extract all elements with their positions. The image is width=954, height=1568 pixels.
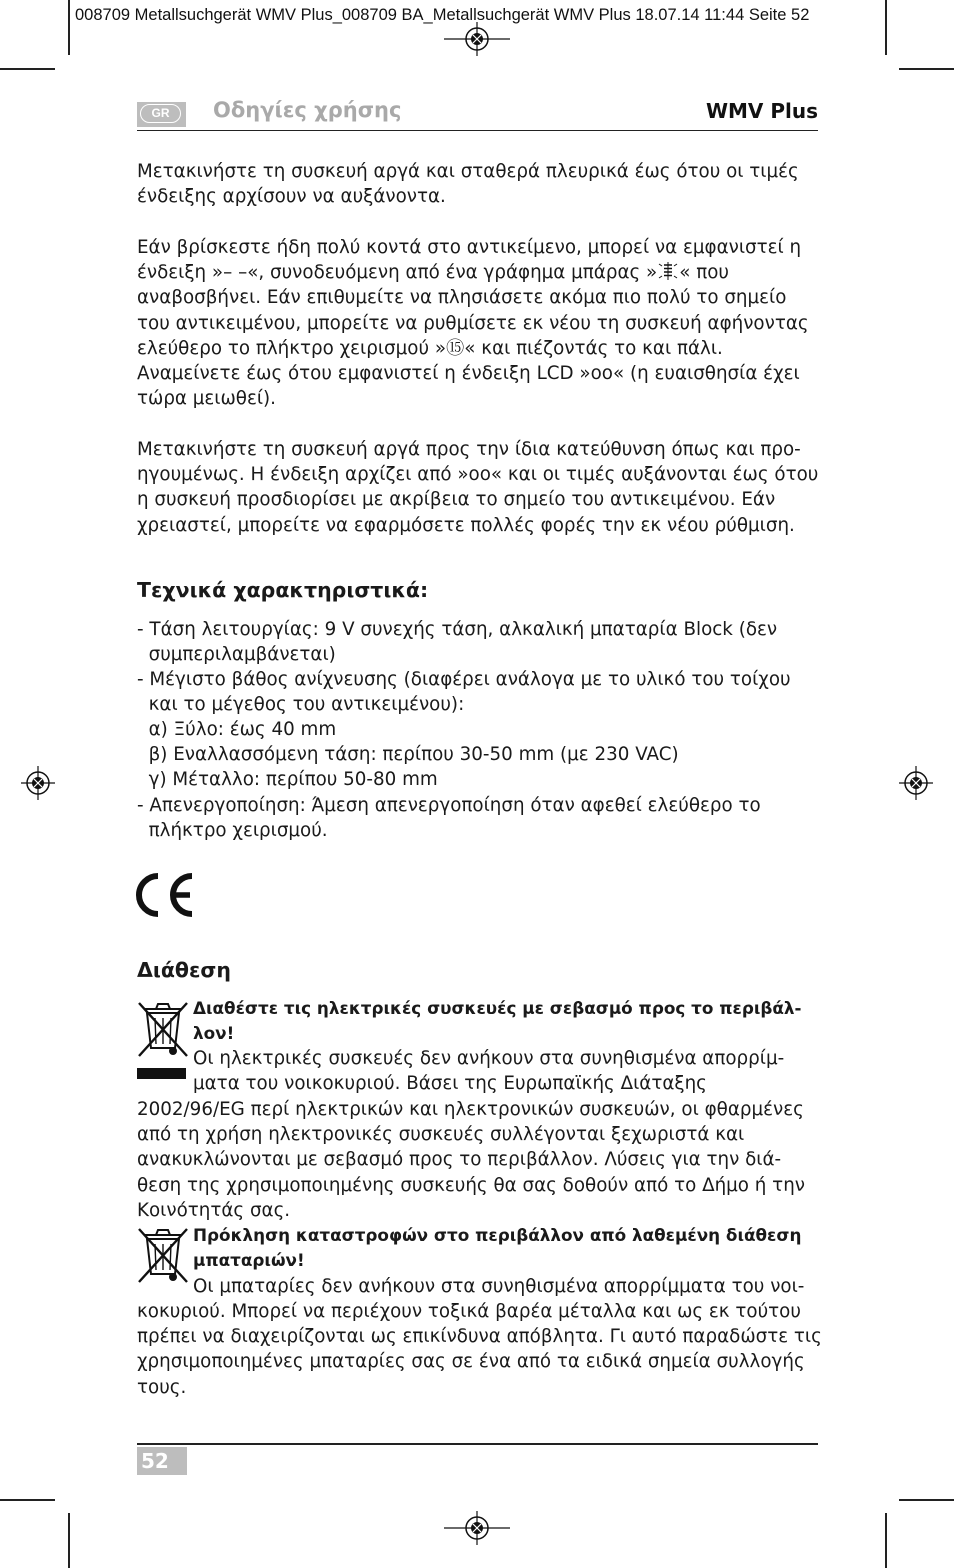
devices-text: Οι ηλεκτρικές συσκευές δεν ανήκουν στα συνηθισμένα απορρίμ- [193,1048,785,1069]
crop-mark [885,1513,887,1568]
registration-mark-icon [444,22,510,56]
paragraph-1: Μετακινήστε τη συσκευή αργά και σταθερά πλευρικά έως ότου οι τιμές ένδειξης αρχίσουν να αυξάνοντα. [137,161,799,208]
spec-line: α) Ξύλο: έως 40 mm [137,719,337,740]
page-number: 52 [137,1447,187,1475]
registration-mark-icon [899,766,933,800]
manual-title: Οδηγίες χρήσης [213,98,402,122]
crossed-out-bin-icon [137,1000,189,1082]
crop-mark [0,68,55,70]
ce-mark-icon [134,872,198,918]
crop-mark [885,0,887,55]
paragraph-2-text-b: « που αναβοσβήνει. Εάν επιθυμείτε να πλησιάσετε ακόμα πιο πολύ το σημείο του αντικειμένου, μπορείτε να ρυθμίσετε εκ νέου τη συσκευή αφήνοντας ελεύθερο το πλήκτρο χειρισμού »⑮« και πιέζοντάς το και πάλι. Αναμείνετε έως ότου εμφανιστεί η ένδειξη LCD »oo« (η ευαισθησία έχει τώρα μειωθεί). [137,262,809,410]
spec-line: - Απενεργοποίηση: Άμεση απενεργοποίηση όταν αφεθεί ελεύθερο το [137,795,761,816]
footer-rule [137,1443,818,1445]
bar-graph-icon [658,261,678,281]
paragraph-3: Μετακινήστε τη συσκευή αργά προς την ίδια κατεύθυνση όπως και προ- ηγουμένως. Η ένδειξη αρχίζει από »oo« και οι τιμές αυξάνονται έως ότου η συσκευή προσδιορίσει με ακρίβεια το σημείο του αντικειμένου. Εάν χρειαστεί, μπορείτε να εφαρμόσετε πολλές φορές την εκ νέου ρύθμιση. [137,439,819,536]
battery-warning-title: Πρόκληση καταστροφών στο περιβάλλον από λαθεμένη διάθεση [193,1225,802,1245]
paragraph-2 [137,235,827,411]
crop-mark [68,1513,70,1568]
spec-line: - Τάση λειτουργίας: 9 V συνεχής τάση, αλκαλική μπαταρία Block (δεν [137,619,778,640]
spec-line: β) Εναλλασσόμενη τάση: περίπου 30-50 mm (με 230 VAC) [137,744,679,765]
battery-warning-title: μπαταριών! [193,1250,305,1270]
disposal-heading: Διάθεση [137,958,231,982]
specs-heading: Τεχνικά χαρακτηριστικά: [137,578,429,602]
devices-warning-title: Διαθέστε τις ηλεκτρικές συσκευές με σεβασμό προς το περιβάλ- [193,998,802,1018]
language-tab [137,102,186,127]
devices-warning-title: λον! [193,1023,235,1043]
battery-text: Οι μπαταρίες δεν ανήκουν στα συνηθισμένα απορρίμματα του νοι- [193,1276,805,1297]
paragraph-2-text-a: Εάν βρίσκεστε ήδη πολύ κοντά στο αντικείμενο, μπορεί να εμφανιστεί η ένδειξη »– –«, συνοδευόμενη από ένα γράφημα μπάρας » [137,237,802,284]
battery-text: κοκυριού. Μπορεί να περιέχουν τοξικά βαρέα μέταλλα και ως εκ τούτου πρέπει να διαχειρίζονται ως επικίνδυνα απόβλητα. Γι αυτό παραδώστε τις χρησιμοποιημένες μπαταρίες σας σε ένα από τα ειδικά σημεία συλλογής τους. [137,1301,822,1398]
spec-line: γ) Μέταλλο: περίπου 50-80 mm [137,769,438,790]
spec-line: - Μέγιστο βάθος ανίχνευσης (διαφέρει ανάλογα με το υλικό του τοίχου [137,669,791,690]
devices-text: 2002/96/EG περί ηλεκτρικών και ηλεκτρονικών συσκευών, οι φθαρμένες από τη χρήση ηλεκτρονικές συσκευές συλλέγονται ξεχωριστά και ανακυκλώνονται με σεβασμό προς το περιβάλλον. Λύσεις για την διά- θεση της χρησιμοποιημένης συσκευής θα σας δοθούν από το Δήμο ή την Κοινότητάς σας. [137,1099,805,1221]
crop-mark [899,68,954,70]
spec-line: πλήκτρο χειρισμού. [137,820,328,841]
spec-line: και το μέγεθος του αντικειμένου): [137,694,465,715]
devices-text: ματα του νοικοκυριού. Βάσει της Ευρωπαϊκής Διάταξης [193,1073,707,1094]
print-slug: 008709 Metallsuchgerät WMV Plus_008709 BA_Metallsuchgerät WMV Plus 18.07.14 11:44 Seite 52 [75,6,810,24]
registration-mark-icon [444,1511,510,1545]
crossed-out-bin-icon [137,1226,189,1286]
registration-mark-icon [21,766,55,800]
crop-mark [0,1499,55,1501]
language-badge: GR [140,104,181,123]
spec-line: συμπεριλαμβάνεται) [137,644,336,665]
crop-mark [68,0,70,55]
model-name: WMV Plus [705,99,818,123]
page-header [137,98,818,131]
crop-mark [899,1499,954,1501]
